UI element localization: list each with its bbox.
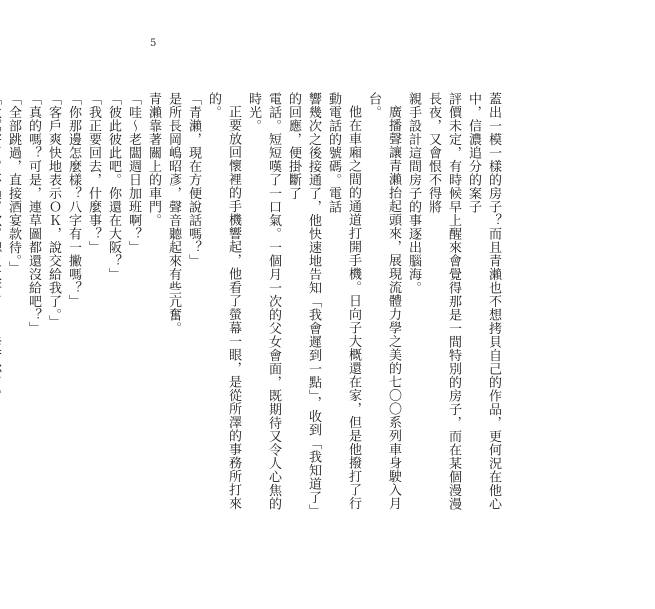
text-line: 青瀨靠著關上的車門。	[146, 92, 161, 227]
text-line: 「真的嗎？可是，連草圖都還沒給吧？」	[26, 92, 41, 335]
text-line: 「全部跳過，直接酒宴款待。」	[6, 92, 21, 275]
text-line: 廣播聲讓青瀨抬起頭來，展現流體力學之美的七〇〇系列車身駛入月台。	[366, 92, 401, 510]
text-line: 是所長岡嶋昭彥，聲音聽起來有些亢奮。	[166, 92, 181, 335]
body-text	[6, 92, 503, 522]
text-line: 蓋出一模一樣的房子？而且青瀨也不想拷貝自己的作品，更何況在他心中，信濃追分的案子	[466, 92, 501, 511]
text-line: 親手設計這間房子的事逐出腦海。	[406, 92, 421, 295]
text-line: 響幾次之後接通了，他快速地告知「我會遲到一點」，收到「我知道了」的回應，便掛斷了	[286, 92, 321, 518]
text-line: 「我正要回去，什麼事？」	[86, 92, 101, 254]
text-line: 「彼此彼此吧。你還在大阪？」	[106, 92, 121, 281]
text-line: 電話。短短嘆了一口氣。一個月一次的父女會面，既期待又令人心焦的時光。	[246, 92, 281, 511]
text-line: 評價未定，有時候早上醒來會覺得那是一間特別的房子，而在某個漫漫長夜，又會恨不得將	[426, 92, 461, 511]
text-line: 「青瀨，現在方便說話嗎？」	[186, 92, 201, 268]
text-line: 「哇～老闆週日加班啊？」	[126, 92, 141, 254]
text-line: 他在車廂之間的通道打開手機。日向子大概還在家，但是他撥打了行動電話的號碼。電話	[326, 92, 361, 510]
text-line	[0, 92, 3, 522]
page-number: 5	[150, 38, 157, 49]
text-line: 「客戶爽快地表示ＯＫ，說交給我了。」	[46, 92, 61, 329]
text-line: 「你那邊怎麼樣？八字有一撇嗎？」	[66, 92, 81, 308]
text-line: 正要放回懷裡的手機響起，他看了螢幕一眼，是從所澤的事務所打來的。	[206, 92, 241, 510]
